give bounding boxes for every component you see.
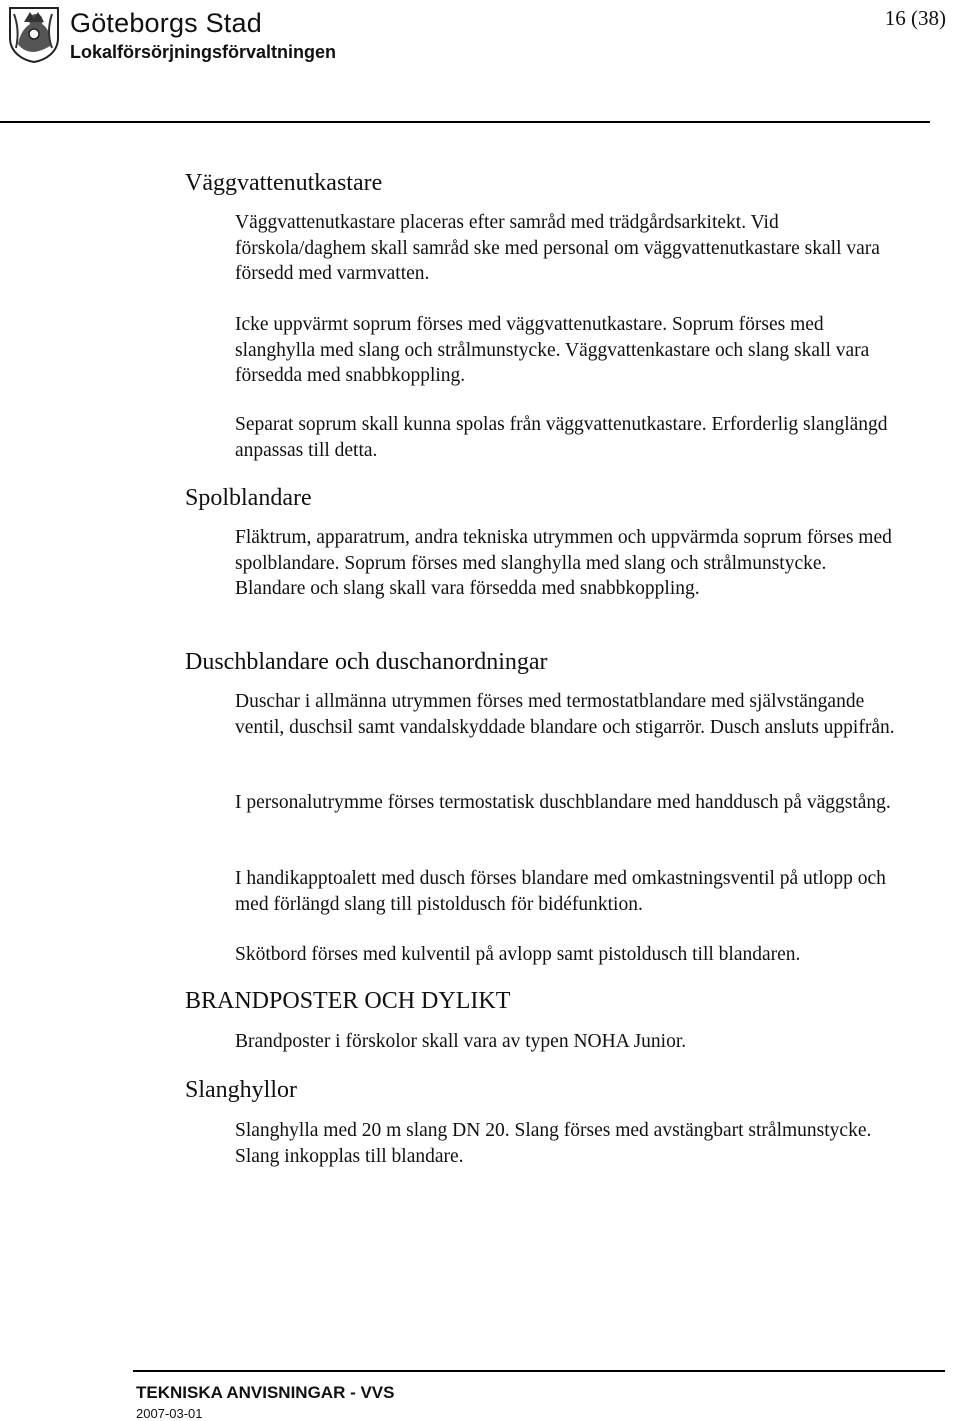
paragraph: Icke uppvärmt soprum förses med väggvattenutkastare. Soprum förses med slanghylla med slang och strålmunstycke. Väggvattenkastare och slang skall vara försedda med snabbkoppling.	[235, 314, 870, 386]
header-divider	[0, 121, 930, 123]
paragraph: I personalutrymme förses termostatisk duschblandare med handdusch på väggstång.	[235, 792, 891, 813]
paragraph: Skötbord förses med kulventil på avlopp samt pistoldusch till blandaren.	[235, 944, 801, 965]
paragraph: Separat soprum skall kunna spolas från väggvattenutkastare. Erforderlig slanglängd anpassas till detta.	[235, 414, 888, 461]
paragraph: Brandposter i förskolor skall vara av typen NOHA Junior.	[235, 1031, 687, 1052]
section-heading-spolblandare: Spolblandare	[185, 485, 312, 511]
department-name: Lokalförsörjningsförvaltningen	[70, 42, 337, 62]
paragraph: I handikapptoalett med dusch förses blandare med omkastningsventil på utlopp och med förlängd slang till pistoldusch för bidéfunktion.	[235, 868, 886, 915]
page-number: 16 (38)	[884, 6, 946, 30]
footer-title: TEKNISKA ANVISNINGAR - VVS	[136, 1383, 395, 1402]
org-name: Göteborgs Stad	[70, 8, 262, 38]
paragraph: Slanghylla med 20 m slang DN 20. Slang förses med avstängbart strålmunstycke. Slang inkopplas till blandare.	[235, 1120, 872, 1167]
footer-date: 2007-03-01	[136, 1406, 203, 1421]
paragraph: Väggvattenutkastare placeras efter samråd med trädgårdsarkitekt. Vid förskola/daghem skall samråd ske med personal om väggvattenutkastare skall vara försedd med varmvatten.	[235, 212, 880, 284]
paragraph: Fläktrum, apparatrum, andra tekniska utrymmen och uppvärmda soprum förses med spolblandare. Soprum förses med slanghylla med slang och strålmunstycke. Blandare och slang skall vara försedda med snabbkoppling.	[235, 527, 892, 599]
section-heading-vaggvattenutkastare: Väggvattenutkastare	[185, 170, 383, 196]
page-header	[0, 0, 960, 120]
city-coat-of-arms-icon	[6, 4, 62, 64]
section-heading-slanghyllor: Slanghyllor	[185, 1077, 297, 1103]
section-heading-duschblandare: Duschblandare och duschanordningar	[185, 649, 548, 675]
section-heading-brandposter: BRANDPOSTER OCH DYLIKT	[185, 988, 511, 1014]
footer-divider	[133, 1370, 945, 1372]
paragraph: Duschar i allmänna utrymmen förses med termostatblandare med självstängande ventil, duschsil samt vandalskyddade blandare och stigarrör. Dusch ansluts uppifrån.	[235, 691, 895, 738]
